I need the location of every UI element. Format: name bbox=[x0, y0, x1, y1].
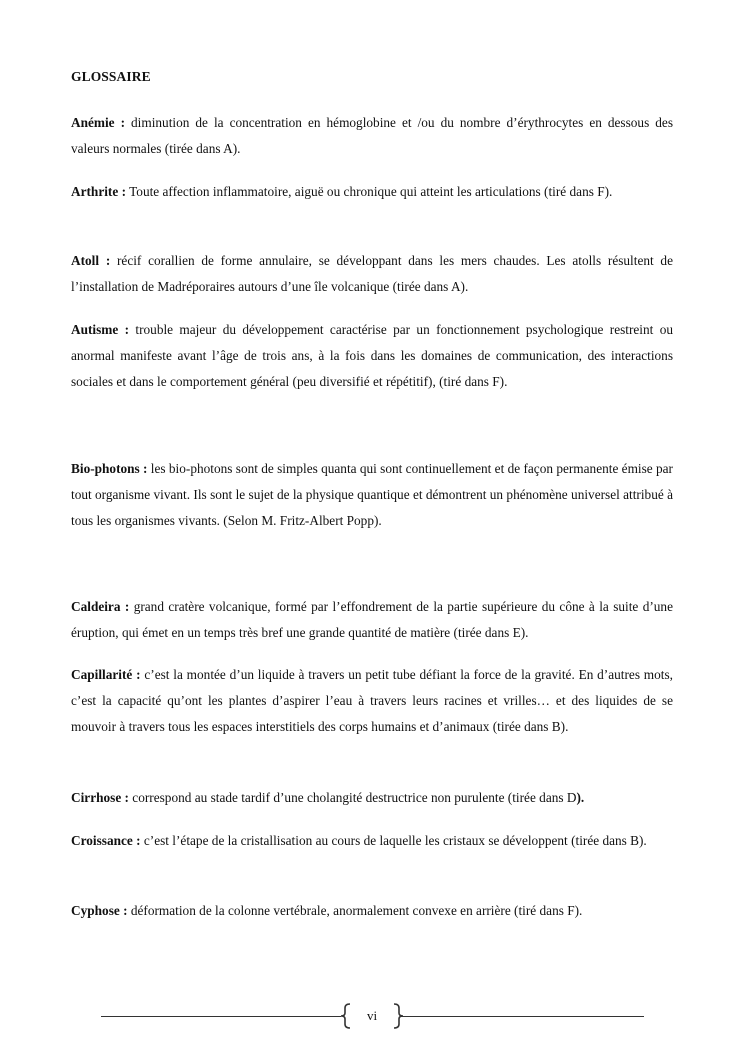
glossary-entry-anemie bbox=[71, 110, 673, 162]
glossary-definition: correspond au stade tardif d’une cholangité destructrice non purulente (tirée dans D bbox=[128, 790, 577, 805]
footer-rule-right bbox=[401, 1016, 644, 1017]
glossary-definition: récif corallien de forme annulaire, se développant dans les mers chaudes. Les atolls résultent de l’installation de Madréporaires autours d’une île volcanique (tirée dans A). bbox=[71, 253, 673, 294]
glossary-entry-caldeira bbox=[71, 594, 673, 646]
left-brace-icon bbox=[340, 1003, 352, 1029]
glossary-term: Caldeira : bbox=[71, 599, 130, 614]
glossary-definition: c’est l’étape de la cristallisation au cours de laquelle les cristaux se développent (tirée dans B). bbox=[140, 833, 647, 848]
glossary-definition: trouble majeur du développement caractérise par un fonctionnement psychologique restreint ou anormal manifeste avant l’âge de trois ans, à la fois dans les domaines de communication, des interactions sociales et dans le comportement général (peu diversifié et répétitif), (tiré dans F). bbox=[71, 322, 673, 389]
footer-rule-left bbox=[101, 1016, 341, 1017]
glossary-term: Atoll : bbox=[71, 253, 111, 268]
glossary-entry-arthrite bbox=[71, 179, 673, 205]
glossary-definition: Toute affection inflammatoire, aiguë ou chronique qui atteint les articulations (tiré dans F). bbox=[126, 184, 613, 199]
page-title: GLOSSAIRE bbox=[71, 69, 151, 84]
glossary-definition: déformation de la colonne vertébrale, anormalement convexe en arrière (tiré dans F). bbox=[127, 903, 583, 918]
glossary-entry-capillarite bbox=[71, 662, 673, 740]
glossary-entry-autisme bbox=[71, 317, 673, 395]
glossary-term: Arthrite : bbox=[71, 184, 127, 199]
glossary-entry-atoll bbox=[71, 248, 673, 300]
glossary-definition: c’est la montée d’un liquide à travers un petit tube défiant la force de la gravité. En d’autres mots, c’est la capacité qu’ont les plantes d’aspirer l’eau à travers leurs racines et vrilles… et des liquides de se mouvoir à travers tous les espaces interstitiels des corps humains et d’animaux (tirée dans B). bbox=[71, 667, 673, 734]
glossary-entry-bio-photons bbox=[71, 456, 673, 534]
glossary-entry-cyphose bbox=[71, 898, 673, 924]
glossary-term: Autisme : bbox=[71, 322, 130, 337]
page-number: vi bbox=[366, 1008, 378, 1023]
glossary-term: Anémie : bbox=[71, 115, 126, 130]
glossary-term: Cirrhose : bbox=[71, 790, 129, 805]
glossary-definition: grand cratère volcanique, formé par l’effondrement de la partie supérieure du cône à la suite d’une éruption, qui émet en un temps très bref une grande quantité de matière (tirée dans E). bbox=[71, 599, 673, 640]
glossary-term: Bio-photons : bbox=[71, 461, 148, 476]
glossary-definition-tail: ). bbox=[576, 790, 585, 805]
glossary-entry-cirrhose bbox=[71, 785, 673, 811]
glossary-term: Croissance : bbox=[71, 833, 141, 848]
glossary-entry-croissance bbox=[71, 828, 673, 854]
glossary-definition: les bio-photons sont de simples quanta qui sont continuellement et de façon permanente émise par tout organisme vivant. Ils sont le sujet de la physique quantique et démontrent un phénomène universel attribué à tous les organismes vivants. (Selon M. Fritz-Albert Popp). bbox=[71, 461, 673, 528]
glossary-term: Capillarité : bbox=[71, 667, 141, 682]
glossary-definition: diminution de la concentration en hémoglobine et /ou du nombre d’érythrocytes en dessous des valeurs normales (tirée dans A). bbox=[71, 115, 673, 156]
glossary-term: Cyphose : bbox=[71, 903, 128, 918]
